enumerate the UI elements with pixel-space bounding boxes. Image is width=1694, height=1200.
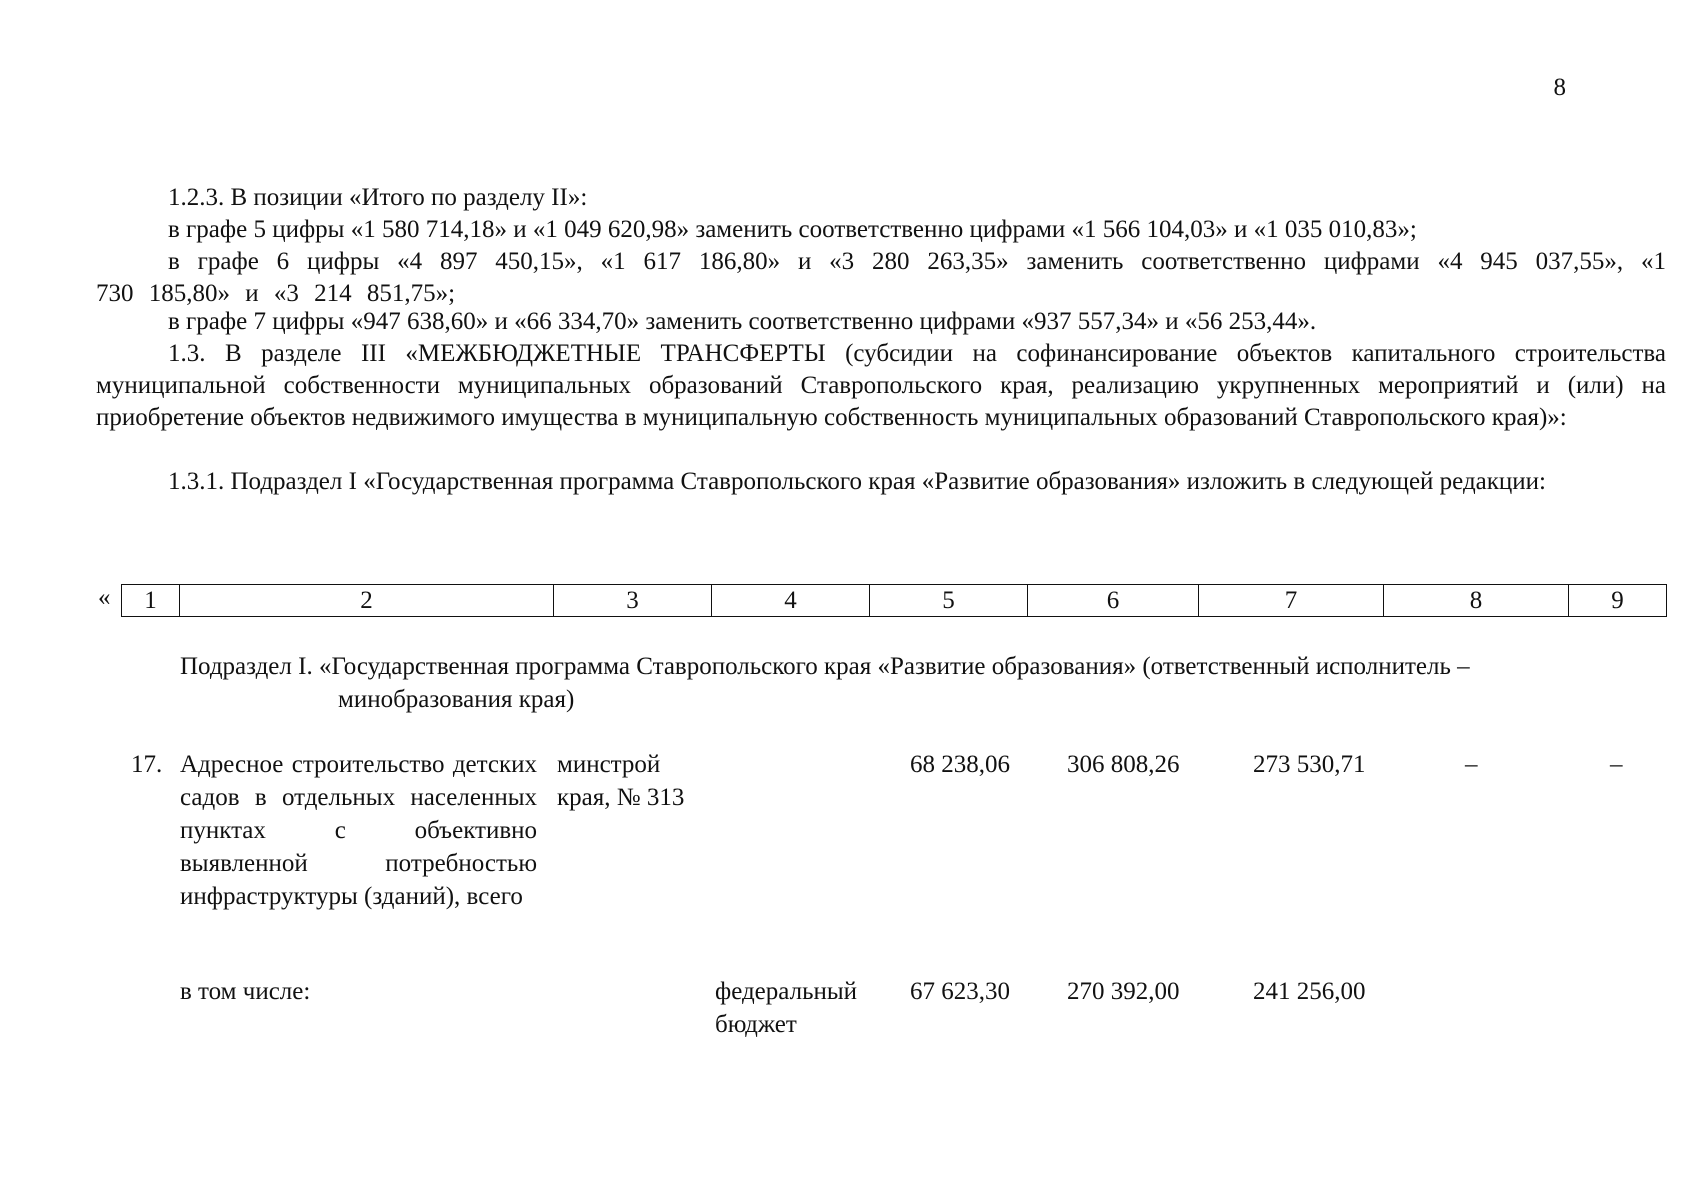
subrow-funding-source: федеральный бюджет — [715, 978, 858, 1038]
opening-quote: « — [98, 584, 111, 611]
paragraph-graph5: в графе 5 цифры «1 580 714,18» и «1 049 620,98» заменить соответственно цифрами «1 566 104,03» и «1 035 010,83»; — [168, 216, 1417, 243]
column-number: 9 — [1569, 585, 1667, 617]
column-number: 4 — [712, 585, 870, 617]
row-col5-value: 68 238,06 — [910, 751, 1010, 778]
subsection-line-2: минобразования края) — [338, 686, 575, 713]
column-number: 8 — [1384, 585, 1569, 617]
row-col7-value: 273 530,71 — [1253, 751, 1366, 778]
row-col6-value: 306 808,26 — [1067, 751, 1180, 778]
subrow-col7-value: 241 256,00 — [1253, 978, 1366, 1005]
row-executor: минстрой края, № 313 — [557, 751, 685, 811]
paragraph-graph6: в графе 6 цифры «4 897 450,15», «1 617 186,80» и «3 280 263,35» заменить соответственно цифрами «4 945 037,55», «1 730 185,80» и «3 214 851,75»; — [96, 248, 1666, 307]
column-number: 2 — [180, 585, 554, 617]
column-number: 1 — [122, 585, 180, 617]
column-number: 5 — [870, 585, 1028, 617]
subsection-line-1: Подраздел I. «Государственная программа Ставропольского края «Развитие образования» (ответственный исполнитель – — [180, 653, 1470, 680]
column-number: 6 — [1028, 585, 1199, 617]
column-number: 7 — [1199, 585, 1384, 617]
subrow-label: в том числе: — [180, 978, 311, 1005]
subsection-heading — [180, 650, 1660, 716]
row-col9-value: – — [1610, 751, 1623, 778]
table-row — [122, 585, 1667, 617]
column-number-header — [121, 584, 1667, 617]
column-number: 3 — [554, 585, 712, 617]
row-number: 17. — [131, 751, 163, 778]
subrow-col6-value: 270 392,00 — [1067, 978, 1180, 1005]
subrow-col5-value: 67 623,30 — [910, 978, 1010, 1005]
paragraph-graph7: в графе 7 цифры «947 638,60» и «66 334,70» заменить соответственно цифрами «937 557,34» и «56 253,44». — [168, 308, 1317, 335]
row-col8-value: – — [1465, 751, 1478, 778]
paragraph-1-3-1: 1.3.1. Подраздел I «Государственная программа Ставропольского края «Развитие образования» изложить в следующей редакции: — [168, 468, 1546, 495]
row-name: Адресное строительство детских садов в отдельных населенных пунктах с объективно выявленной потребностью инфраструктуры (зданий), всего — [180, 751, 537, 910]
page-number: 8 — [1553, 74, 1566, 101]
paragraph-1-2-3: 1.2.3. В позиции «Итого по разделу II»: — [168, 184, 588, 211]
paragraph-1-3: 1.3. В разделе III «МЕЖБЮДЖЕТНЫЕ ТРАНСФЕРТЫ (субсидии на софинансирование объектов капитального строительства муниципальной собственности муниципальных образований Ставропольского края, реализацию укрупненных мероприятий и (или) на приобретение объектов недвижимого имущества в муниципальную собственность муниципальных образований Ставропольского края)»: — [96, 340, 1666, 431]
